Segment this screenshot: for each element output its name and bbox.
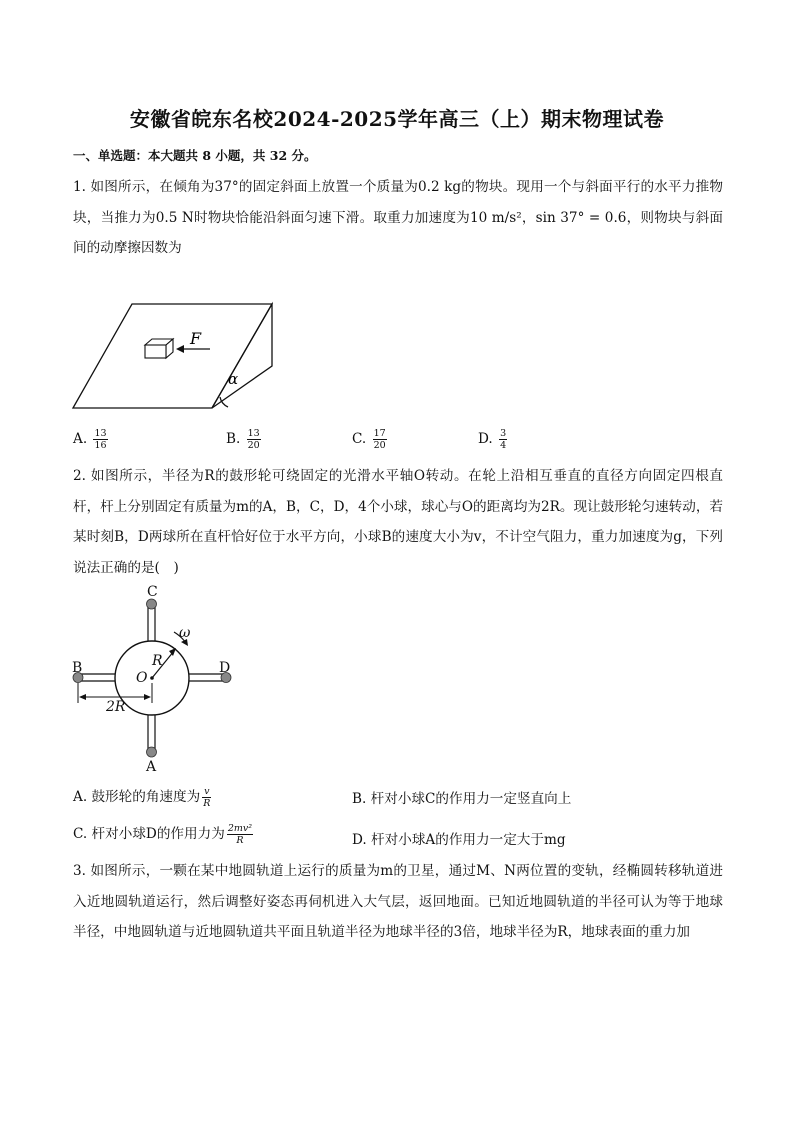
q1-option-b-fraction: $\frac{13}{20}$ (247, 428, 260, 451)
q1-option-c[interactable] (352, 428, 387, 451)
q2-option-c[interactable] (73, 822, 253, 846)
label-2r: 2R (106, 699, 126, 715)
q2-option-b-text: B. 杆对小球C的作用力一定竖直向上 (352, 791, 572, 807)
q1-option-d-fraction: $\frac{3}{4}$ (500, 428, 507, 451)
q2-option-b[interactable] (352, 787, 571, 807)
label-r: R (152, 653, 163, 669)
exam-title: 安徽省皖东名校2024-2025学年高三（上）期末物理试卷 (129, 107, 665, 131)
block (145, 339, 173, 358)
angle-label: α (228, 370, 239, 388)
label-b: B (72, 660, 83, 676)
q1-option-a-letter: A. (73, 431, 88, 447)
label-c: C (147, 584, 158, 600)
q2-option-c-fraction: $\frac{\text{2mv²}}{R}$ (227, 823, 253, 846)
q1-option-c-letter: C. (352, 431, 367, 447)
drum-wheel-figure (68, 585, 238, 775)
q1-option-b[interactable] (226, 428, 261, 451)
q2-option-a-text: A. 鼓形轮的角速度为 (73, 789, 201, 805)
q1-option-d-letter: D. (478, 431, 493, 447)
radius-arrow-head (169, 648, 176, 656)
question-1-stem: 1. 如图所示，在倾角为37°的固定斜面上放置一个质量为0.2 kg的物块。现用一个与斜面平行的水平力推物块，当推力为0.5 N时物块恰能沿斜面匀速下滑。取重力加速度为10 m/s²，sin 37° = 0.6，则物块与斜面间的动摩擦因数为 (73, 179, 723, 256)
q2-option-d[interactable] (352, 828, 566, 848)
q1-option-a[interactable] (73, 428, 108, 451)
label-omega: ω (179, 625, 191, 641)
q2-option-c-text: C. 杆对小球D的作用力为 (73, 826, 225, 842)
q1-option-d[interactable] (478, 428, 507, 451)
q2-option-a-fraction: $\frac{v}{R}$ (203, 786, 211, 809)
label-o: O (136, 670, 148, 686)
force-arrow-head (176, 345, 184, 353)
incline-side-face (212, 304, 272, 408)
force-label: F (190, 329, 202, 348)
q1-option-a-fraction: $\frac{13}{16}$ (94, 428, 107, 451)
label-d: D (219, 660, 231, 676)
question-2-stem: 2. 如图所示，半径为R的鼓形轮可绕固定的光滑水平轴O转动。在轮上沿相互垂直的直径方向固定四根直杆，杆上分别固定有质量为m的A，B，C，D，4个小球，球心与O的距离均为2R。现让鼓形轮匀速转动，若某时刻B，D两球所在直杆恰好位于水平方向，小球B的速度大小为v，不计空气阻力，重力加速度为g，下列说法正确的是( ) (73, 468, 724, 576)
question-3-stem: 3. 如图所示，一颗在某中地圆轨道上运行的质量为m的卫星，通过M、N两位置的变轨，经椭圆转移轨道进入近地圆轨道运行，然后调整好姿态再伺机进入大气层，返回地面。已知近地圆轨道的半径可认为等于地球半径，中地圆轨道与近地圆轨道共平面且轨道半径为地球半径的3倍，地球半径为R，地球表面的重力加 (73, 863, 723, 940)
q2-option-d-text: D. 杆对小球A的作用力一定大于mg (352, 832, 566, 848)
section-heading: 一、单选题：本大题共 8 小题，共 32 分。 (73, 148, 317, 163)
q1-option-b-letter: B. (226, 431, 241, 447)
q1-option-c-fraction: $\frac{17}{20}$ (373, 428, 386, 451)
incline-figure (70, 300, 280, 412)
q2-option-a[interactable] (73, 785, 211, 809)
label-a: A (146, 759, 157, 775)
